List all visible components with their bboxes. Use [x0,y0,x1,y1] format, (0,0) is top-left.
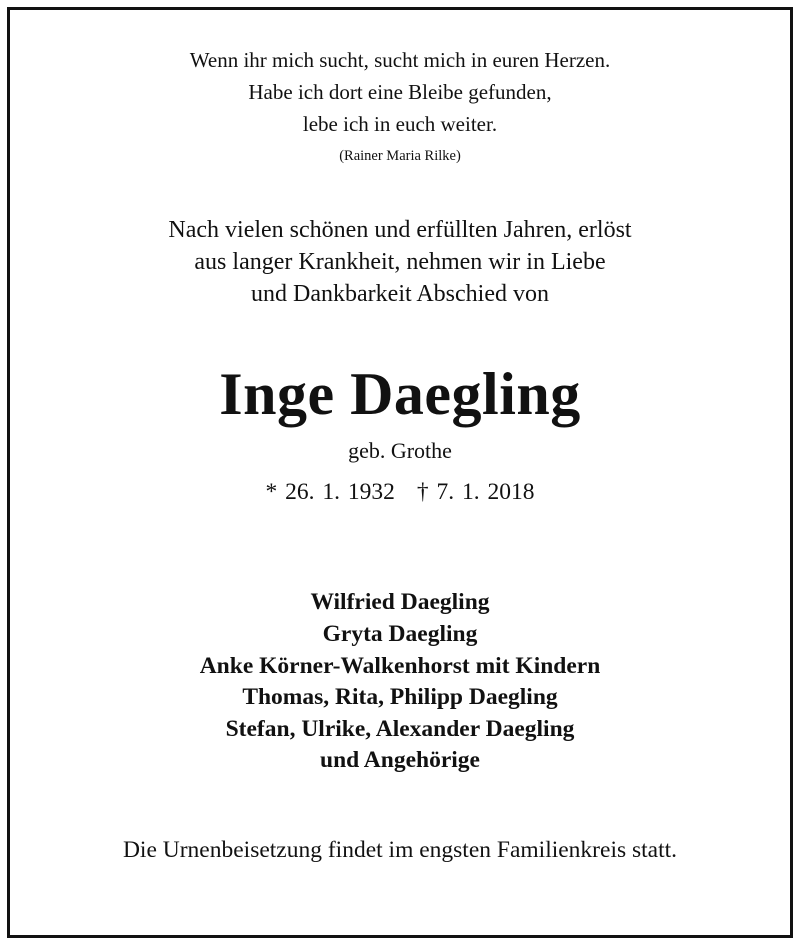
mourner-1: Wilfried Daegling [310,589,490,615]
intro-line-1: Nach vielen schönen und erfüllten Jahren, erlöst [168,217,632,243]
mourner-2: Gryta Daegling [322,621,478,647]
intro-line-3: und Dankbarkeit Abschied von [251,281,549,307]
poem-line-2: Habe ich dort eine Bleibe gefunden, [248,80,552,104]
death-date: † 7. 1. 2018 [416,479,535,505]
birth-date: * 26. 1. 1932 [265,479,395,505]
poem-author: (Rainer Maria Rilke) [339,148,461,164]
mourner-3: Anke Körner-Walkenhorst mit Kindern [199,653,601,679]
life-dates [0,481,800,505]
burial-notice: Die Urnenbeisetzung findet im engsten Familienkreis statt. [122,837,678,863]
mourner-6: und Angehörige [320,747,480,773]
intro-line-2: aus langer Krankheit, nehmen wir in Liebe [194,249,606,275]
border-frame [7,7,793,938]
poem-line-3: lebe ich in euch weiter. [302,112,498,136]
mourner-5: Stefan, Ulrike, Alexander Daegling [225,716,575,742]
mourner-4: Thomas, Rita, Philipp Daegling [242,684,558,710]
poem-line-1: Wenn ihr mich sucht, sucht mich in euren Herzen. [189,48,611,72]
deceased-name: Inge Daegling [219,361,581,427]
maiden-name: geb. Grothe [348,438,452,463]
